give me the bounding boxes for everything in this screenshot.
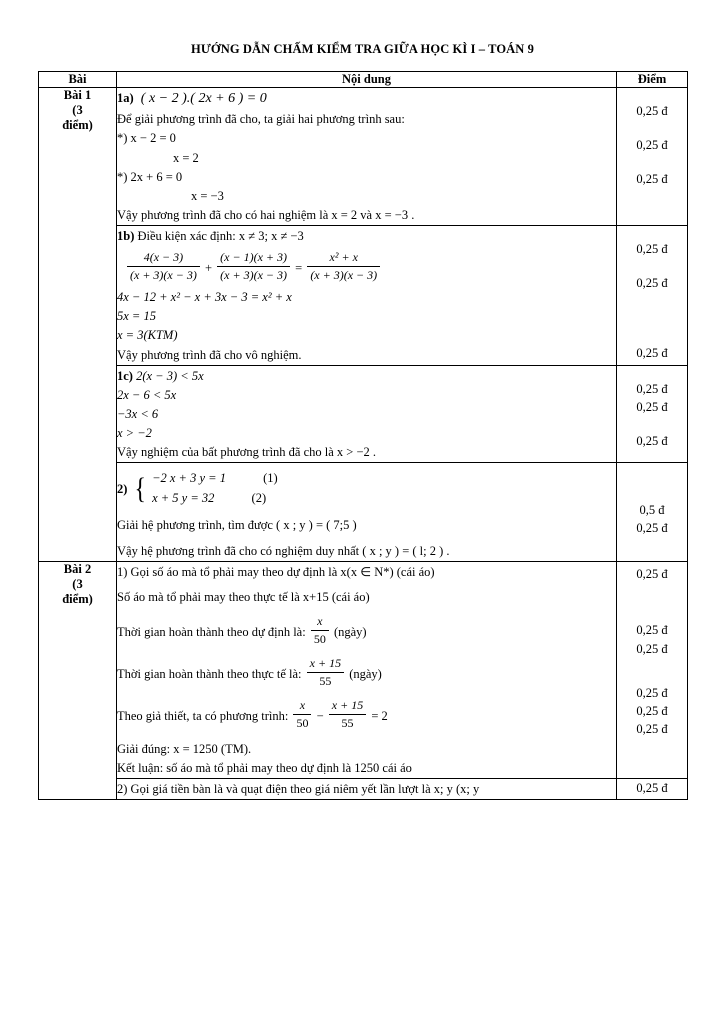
column-header-bai: Bài [39, 72, 117, 88]
column-header-noidung: Nội dung [117, 72, 617, 88]
table-row [39, 562, 688, 779]
score-bai2-2-cell [617, 778, 688, 799]
answer-1a-tag: 1a) [117, 91, 134, 105]
fraction-duDinh: $\frac{x}{50}$ [311, 614, 329, 647]
answer-bai2-line5: Theo giả thiết, ta có phương trình: $\frac{x}{50}$ − $\frac{x + 15}{55}$ = 2 [117, 697, 388, 730]
answer-2-system-line [117, 469, 616, 508]
answer-1a-line2: *) x − 2 = 0 [117, 131, 176, 146]
system-equation-1: −2 x + 3 y = 1 (1) [152, 471, 278, 486]
answer-1b-condition: Điều kiện xác định: x ≠ 3; x ≠ −3 [137, 229, 304, 244]
page-title: HƯỚNG DẪN CHẤM KIỂM TRA GIỮA HỌC KÌ I – TOÁN 9 [191, 42, 534, 56]
system-equation-2: x + 5 y = 32 (2) [152, 490, 267, 505]
bai-2-label-cell [39, 562, 117, 800]
answer-1b-tag: 1b) [117, 229, 135, 244]
answer-2-tag: 2) [117, 481, 128, 496]
score-2-2: 0,25 đ [636, 521, 668, 536]
answer-1a-line5: x = −3 [191, 188, 224, 203]
answer-bai2-1-content [117, 562, 617, 779]
score-1b-2: 0,25 đ [636, 276, 668, 291]
answer-bai2-line2: Số áo mà tổ phải may theo thực tế là x+15 (cái áo) [117, 590, 370, 605]
answer-1b-line5: Vậy phương trình đã cho vô nghiệm. [117, 347, 302, 362]
answer-bai2-line3: Thời gian hoàn thành theo dự định là: $\frac{x}{50}$ (ngày) [117, 613, 367, 646]
score-1b-3: 0,25 đ [636, 346, 668, 361]
fraction-eq-1: $\frac{x}{50}$ [293, 698, 311, 731]
answer-1a-line4: *) 2x + 6 = 0 [117, 169, 183, 184]
answer-1c-line2: 2x − 6 < 5x [117, 387, 177, 402]
answer-1b-line3: 5x = 15 [117, 309, 156, 324]
answer-bai2-2-line1: 2) Gọi giá tiền bàn là và quạt điện theo giá niêm yết lần lượt là x; y (x; y [117, 781, 480, 796]
bai-1-name: Bài 1 [63, 88, 92, 102]
bai-1-label-cell [39, 88, 117, 562]
answer-2-content [117, 463, 617, 562]
bai-2-sub1: (3 [72, 577, 83, 592]
answer-1b-line4: x = 3(KTM) [117, 328, 178, 343]
answer-1a-equation-line [117, 89, 616, 109]
score-1b-cell [617, 226, 688, 366]
score-1b-1: 0,25 đ [636, 242, 668, 257]
bai-2-name: Bài 2 [63, 562, 92, 577]
table-row [39, 463, 688, 562]
answer-bai2-2-content [117, 778, 617, 799]
fraction-2: $\frac{(x - 1)(x + 3)}{(x + 3)(x - 3)}$ [217, 250, 290, 283]
bai-1-sub2: điểm) [62, 118, 93, 132]
answer-1c-content [117, 365, 617, 463]
answer-2-line1: Giải hệ phương trình, tìm được ( x ; y ) = ( 7;5 ) [117, 518, 357, 533]
score-2-1: 0,5 đ [639, 503, 665, 518]
score-1a-cell [617, 88, 688, 226]
score-1c-1: 0,25 đ [636, 381, 668, 396]
answer-bai2-line1: 1) Gọi số áo mà tổ phải may theo dự định là x(x ∈ N*) (cái áo) [117, 565, 435, 580]
bai-2-sub2: điểm) [62, 592, 93, 607]
equation-system [133, 469, 278, 508]
score-1c-cell [617, 365, 688, 463]
answer-1a-equation: ( x − 2 ).( 2x + 6 ) = 0 [140, 91, 267, 106]
answer-1a-line3: x = 2 [173, 150, 199, 165]
score-bai2-2: 0,25 đ [636, 623, 668, 638]
score-bai2-2-1: 0,25 đ [636, 780, 668, 795]
answer-1b-content [117, 226, 617, 366]
answer-1a-content [117, 88, 617, 226]
score-2-cell [617, 463, 688, 562]
column-header-diem: Điểm [617, 72, 688, 88]
answer-bai2-line6: Giải đúng: x = 1250 (TM). [117, 741, 252, 756]
score-bai2-4: 0,25 đ [636, 685, 668, 700]
table-header-row [39, 72, 688, 88]
answer-1a-line6: Vậy phương trình đã cho có hai nghiệm là x = 2 và x = −3 . [117, 207, 415, 222]
score-bai2-cell [617, 562, 688, 779]
answer-1b-fraction-equation: $\frac{4(x - 3)}{(x + 3)(x - 3)}$ + $\frac{(x - 1)(x + 3)}{(x + 3)(x - 3)}$ = $\frac{\text{x² + x}}{(x + 3)(x - 3)}$ [117, 250, 616, 283]
answer-1b-line2: 4x − 12 + x² − x + 3x − 3 = x² + x [117, 290, 292, 305]
answer-1c-tag: 1c) [117, 368, 133, 383]
answer-1c-line1: 2(x − 3) < 5x [136, 368, 204, 383]
score-1c-3: 0,25 đ [636, 433, 668, 448]
grading-guide-table [38, 71, 688, 800]
score-bai2-6: 0,25 đ [636, 721, 668, 736]
table-row [39, 226, 688, 366]
answer-1c-line5: Vậy nghiệm của bất phương trình đã cho là x > −2 . [117, 445, 377, 460]
score-bai2-5: 0,25 đ [636, 703, 668, 718]
table-row [39, 778, 688, 799]
score-bai2-3: 0,25 đ [636, 641, 668, 656]
fraction-thucTe: $\frac{x + 15}{55}$ [307, 656, 344, 689]
table-row [39, 88, 688, 226]
answer-bai2-line7: Kết luận: số áo mà tổ phải may theo dự định là 1250 cái áo [117, 760, 412, 775]
score-bai2-1: 0,25 đ [636, 567, 668, 582]
score-1a-3: 0,25 đ [636, 172, 668, 187]
answer-1a-line1: Để giải phương trình đã cho, ta giải hai phương trình sau: [117, 112, 405, 127]
fraction-1: $\frac{4(x - 3)}{(x + 3)(x - 3)}$ [127, 250, 200, 283]
bai-1-sub1: (3 [72, 103, 83, 117]
answer-1b-condition-line [117, 227, 616, 245]
score-1c-2: 0,25 đ [636, 399, 668, 414]
score-1a-2: 0,25 đ [636, 138, 668, 153]
answer-1c-line4: x > −2 [117, 426, 152, 441]
fraction-3: $\frac{\text{x² + x}}{(x + 3)(x - 3)}$ [307, 250, 380, 283]
left-brace-icon: { [133, 471, 146, 505]
score-1a-1: 0,25 đ [636, 104, 668, 118]
table-row [39, 365, 688, 463]
fraction-eq-2: $\frac{x + 15}{55}$ [329, 698, 366, 731]
answer-bai2-line4: Thời gian hoàn thành theo thực tế là: $\frac{x + 15}{55}$ (ngày) [117, 655, 382, 688]
answer-1c-line1-wrap [117, 367, 616, 385]
answer-2-line2: Vậy hệ phương trình đã cho có nghiệm duy nhất ( x ; y ) = ( l; 2 ) . [117, 544, 450, 559]
answer-1c-line3: −3x < 6 [117, 406, 159, 421]
